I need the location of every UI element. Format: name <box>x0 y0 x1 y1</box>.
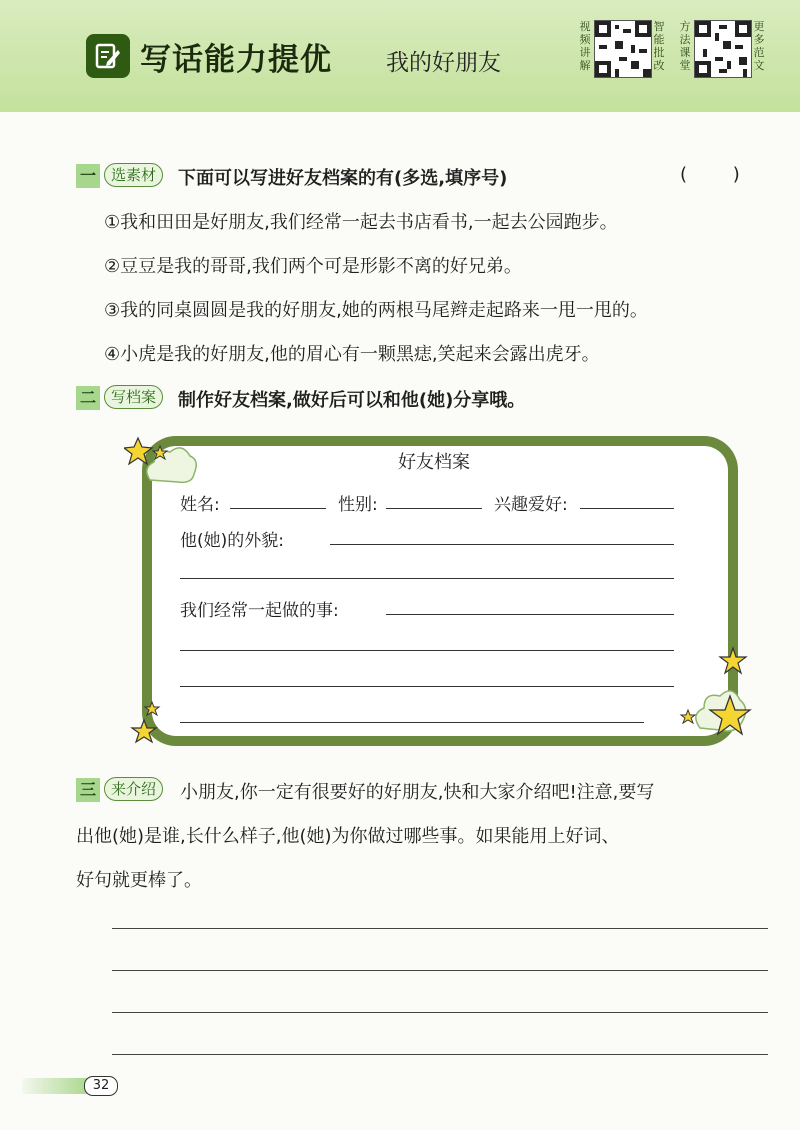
option-item: ④小虎是我的好朋友,他的眉心有一颗黑痣,笑起来会露出虎牙。 <box>104 344 600 365</box>
star-icon <box>674 694 754 744</box>
page-number: 32 <box>84 1076 118 1096</box>
section-prompt: 小朋友,你一定有很要好的好朋友,快和大家介绍吧!注意,要写 <box>180 782 655 803</box>
section-number: 三 <box>76 778 100 802</box>
writing-line[interactable] <box>112 1012 768 1013</box>
page-number-bar <box>22 1078 92 1094</box>
qr-caption-left: 视频讲解 <box>579 20 591 72</box>
hobby-blank[interactable] <box>580 508 674 509</box>
qr-code-method-class[interactable] <box>678 20 764 84</box>
option-item: ③我的同桌圆圆是我的好朋友,她的两根马尾辫走起路来一甩一甩的。 <box>104 300 648 321</box>
section-number: 一 <box>76 164 100 188</box>
option-item: ①我和田田是好朋友,我们经常一起去书店看书,一起去公园跑步。 <box>104 212 618 233</box>
together-blank-2[interactable] <box>180 650 674 651</box>
section-tag: 选素材 <box>104 163 163 187</box>
qr-caption-left: 方法课堂 <box>679 20 691 72</box>
friend-profile-card <box>142 436 738 746</box>
star-icon <box>124 436 174 470</box>
section-prompt: 制作好友档案,做好后可以和他(她)分享哦。 <box>178 390 526 411</box>
section-prompt: 下面可以写进好友档案的有(多选,填序号) <box>178 168 508 189</box>
appearance-blank-2[interactable] <box>180 578 674 579</box>
section-tag: 来介绍 <box>104 777 163 801</box>
qr-code-video-explain[interactable] <box>578 20 664 84</box>
qr-caption-right: 更多范文 <box>753 20 765 72</box>
writing-line[interactable] <box>112 1054 768 1055</box>
appearance-label: 他(她)的外貌: <box>180 531 284 551</box>
qr-code-icon <box>694 20 752 78</box>
edit-note-icon <box>86 34 130 78</box>
section-prompt: 好句就更棒了。 <box>76 870 202 891</box>
star-icon <box>718 646 748 676</box>
together-label: 我们经常一起做的事: <box>180 601 339 621</box>
together-blank[interactable] <box>386 614 674 615</box>
star-icon <box>128 700 168 746</box>
section-tag: 写档案 <box>104 385 163 409</box>
writing-line[interactable] <box>112 970 768 971</box>
name-label: 姓名: <box>180 495 220 515</box>
option-item: ②豆豆是我的哥哥,我们两个可是形影不离的好兄弟。 <box>104 256 522 277</box>
page-title: 写话能力提优 <box>140 42 332 78</box>
section-number: 二 <box>76 386 100 410</box>
appearance-blank[interactable] <box>330 544 674 545</box>
qr-code-icon <box>594 20 652 78</box>
gender-blank[interactable] <box>386 508 482 509</box>
qr-caption-right: 智能批改 <box>653 20 665 72</box>
hobby-label: 兴趣爱好: <box>494 495 568 515</box>
together-blank-3[interactable] <box>180 686 674 687</box>
page-subtitle: 我的好朋友 <box>386 50 501 76</box>
answer-blank[interactable]: ( ) <box>680 164 740 185</box>
name-blank[interactable] <box>230 508 326 509</box>
together-blank-4[interactable] <box>180 722 644 723</box>
section-prompt: 出他(她)是谁,长什么样子,他(她)为你做过哪些事。如果能用上好词、 <box>76 826 620 847</box>
card-title: 好友档案 <box>398 452 470 473</box>
page-header <box>0 0 800 112</box>
writing-line[interactable] <box>112 928 768 929</box>
gender-label: 性别: <box>338 495 378 515</box>
